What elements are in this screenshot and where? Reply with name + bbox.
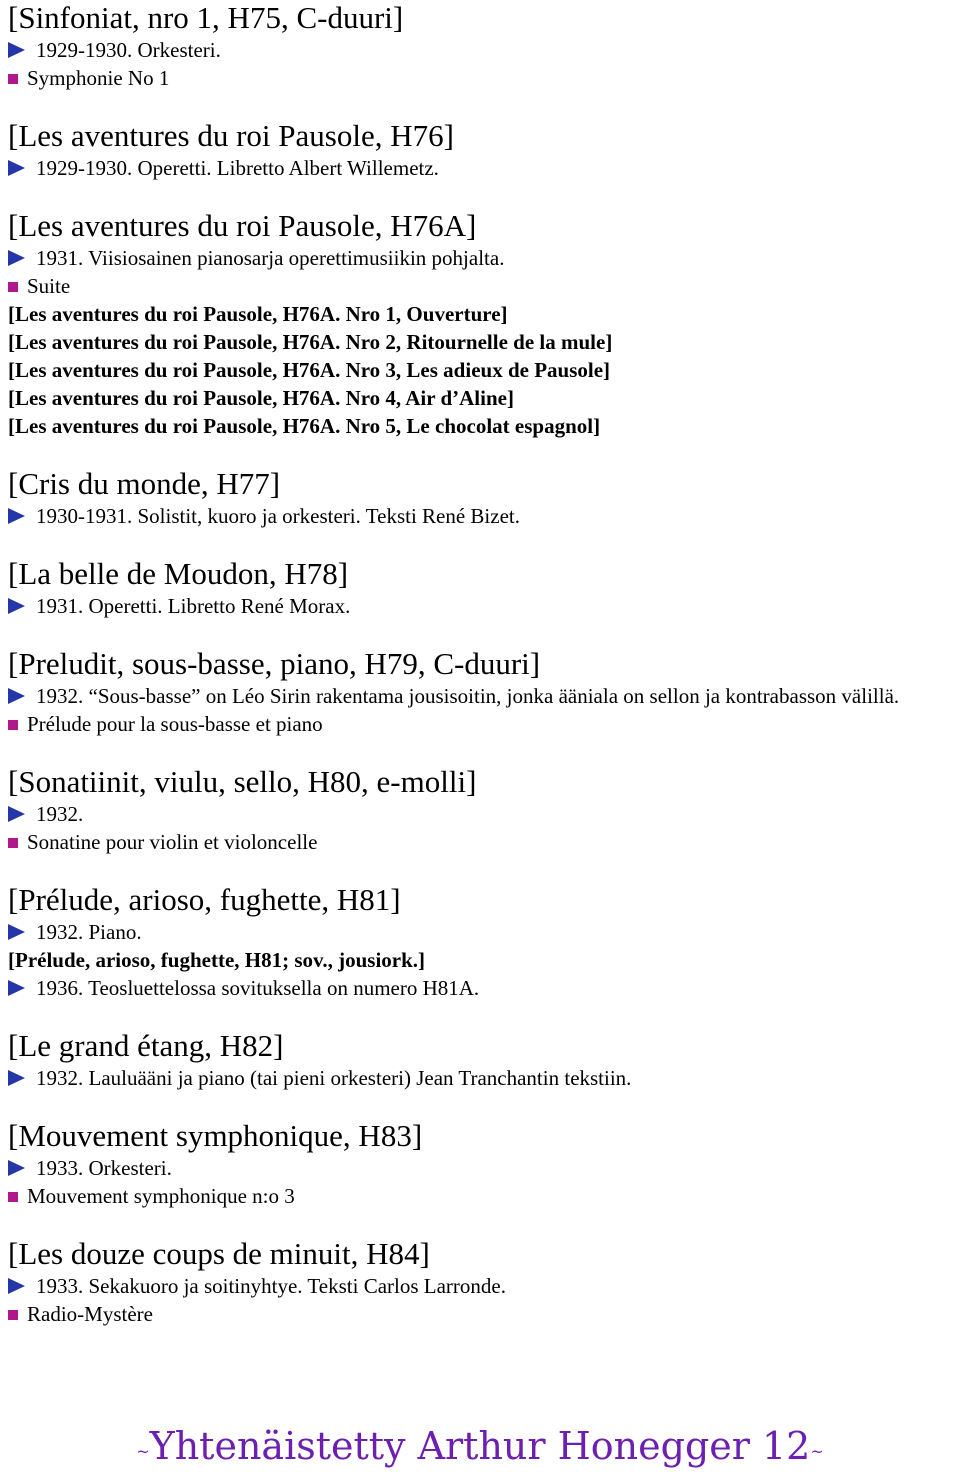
work-title: [Cris du monde, H77] xyxy=(8,466,281,501)
work-info-line xyxy=(8,800,958,828)
line-text: 1929-1930. Orkesteri. xyxy=(36,38,221,62)
work-entry xyxy=(8,556,958,620)
square-bullet-icon xyxy=(8,74,18,84)
line-text: 1931. Viisiosainen pianosarja operettimusiikin pohjalta. xyxy=(36,246,505,270)
sub-work-title xyxy=(8,384,958,412)
work-title: [La belle de Moudon, H78] xyxy=(8,556,349,591)
work-entry xyxy=(8,466,958,530)
line-text: [Les aventures du roi Pausole, H76A. Nro 5, Le chocolat espagnol] xyxy=(8,414,601,438)
work-title: [Sonatiinit, viulu, sello, H80, e-molli] xyxy=(8,764,477,799)
line-text: Mouvement symphonique n:o 3 xyxy=(27,1184,295,1208)
line-text: [Prélude, arioso, fughette, H81; sov., jousiork.] xyxy=(8,948,426,972)
work-info-line xyxy=(8,918,958,946)
alternate-title-line xyxy=(8,828,958,856)
work-info-line xyxy=(8,1064,958,1092)
work-info-line xyxy=(8,1154,958,1182)
document-body xyxy=(8,0,958,1354)
triangle-right-icon xyxy=(8,1070,25,1086)
work-title: [Mouvement symphonique, H83] xyxy=(8,1118,423,1153)
line-text: 1936. Teosluettelossa sovituksella on numero H81A. xyxy=(36,976,480,1000)
work-info-line xyxy=(8,244,958,272)
line-text: [Les aventures du roi Pausole, H76A. Nro 4, Air d’Aline] xyxy=(8,386,514,410)
work-info-line xyxy=(8,592,958,620)
triangle-right-icon xyxy=(8,1278,25,1294)
footer-tilde-right: ~ xyxy=(810,1442,824,1461)
triangle-right-icon xyxy=(8,1160,25,1176)
work-info-line xyxy=(8,154,958,182)
work-title: [Sinfoniat, nro 1, H75, C-duuri] xyxy=(8,0,404,35)
work-info-line xyxy=(8,974,958,1002)
line-text: 1930-1931. Solistit, kuoro ja orkesteri. Teksti René Bizet. xyxy=(36,504,520,528)
line-text: Radio-Mystère xyxy=(27,1302,153,1326)
alternate-title-line xyxy=(8,1300,958,1328)
work-entry xyxy=(8,882,958,1002)
square-bullet-icon xyxy=(8,282,18,292)
triangle-right-icon xyxy=(8,598,25,614)
line-text: 1929-1930. Operetti. Libretto Albert Willemetz. xyxy=(36,156,439,180)
work-title: [Preludit, sous-basse, piano, H79, C-duuri] xyxy=(8,646,541,681)
sub-work-title xyxy=(8,300,958,328)
work-entry xyxy=(8,0,958,92)
triangle-right-icon xyxy=(8,924,25,940)
triangle-right-icon xyxy=(8,160,25,176)
work-title: [Prélude, arioso, fughette, H81] xyxy=(8,882,401,917)
work-entry xyxy=(8,208,958,440)
line-text: 1932. Lauluääni ja piano (tai pieni orkesteri) Jean Tranchantin tekstiin. xyxy=(36,1066,632,1090)
line-text: Sonatine pour violin et violoncelle xyxy=(27,830,318,854)
line-text: [Les aventures du roi Pausole, H76A. Nro 3, Les adieux de Pausole] xyxy=(8,358,611,382)
line-text: Suite xyxy=(27,274,71,298)
square-bullet-icon xyxy=(8,1310,18,1320)
square-bullet-icon xyxy=(8,838,18,848)
line-text: Symphonie No 1 xyxy=(27,66,170,90)
triangle-right-icon xyxy=(8,42,25,58)
work-title: [Les aventures du roi Pausole, H76A] xyxy=(8,208,477,243)
work-info-line xyxy=(8,36,958,64)
work-entry xyxy=(8,1028,958,1092)
work-entry xyxy=(8,1118,958,1210)
line-text: Prélude pour la sous-basse et piano xyxy=(27,712,323,736)
line-text: 1931. Operetti. Libretto René Morax. xyxy=(36,594,351,618)
page-footer xyxy=(0,1424,960,1474)
work-info-line xyxy=(8,1272,958,1300)
alternate-title-line xyxy=(8,710,958,738)
line-text: 1932. xyxy=(36,802,84,826)
work-info-line xyxy=(8,502,958,530)
work-entry xyxy=(8,646,958,738)
work-title: [Le grand étang, H82] xyxy=(8,1028,284,1063)
square-bullet-icon xyxy=(8,720,18,730)
triangle-right-icon xyxy=(8,688,25,704)
square-bullet-icon xyxy=(8,1192,18,1202)
work-entry xyxy=(8,1236,958,1328)
sub-work-title xyxy=(8,946,958,974)
line-text: 1932. Piano. xyxy=(36,920,142,944)
line-text: 1932. “Sous-basse” on Léo Sirin rakentama jousisoitin, jonka ääniala on sellon ja kontrabasson välillä. xyxy=(36,684,900,708)
triangle-right-icon xyxy=(8,980,25,996)
sub-work-title xyxy=(8,356,958,384)
sub-work-title xyxy=(8,328,958,356)
sub-work-title xyxy=(8,412,958,440)
line-text: [Les aventures du roi Pausole, H76A. Nro 1, Ouverture] xyxy=(8,302,508,326)
footer-tilde-left: ~ xyxy=(136,1442,150,1461)
triangle-right-icon xyxy=(8,250,25,266)
work-entry xyxy=(8,118,958,182)
line-text: [Les aventures du roi Pausole, H76A. Nro 2, Ritournelle de la mule] xyxy=(8,330,613,354)
triangle-right-icon xyxy=(8,508,25,524)
work-entry xyxy=(8,764,958,856)
alternate-title-line xyxy=(8,64,958,92)
line-text: 1933. Orkesteri. xyxy=(36,1156,172,1180)
footer-text: Yhtenäistetty Arthur Honegger 12 xyxy=(149,1424,811,1468)
line-text: 1933. Sekakuoro ja soitinyhtye. Teksti Carlos Larronde. xyxy=(36,1274,506,1298)
triangle-right-icon xyxy=(8,806,25,822)
work-info-line xyxy=(8,682,958,710)
work-title: [Les douze coups de minuit, H84] xyxy=(8,1236,430,1271)
work-title: [Les aventures du roi Pausole, H76] xyxy=(8,118,454,153)
alternate-title-line xyxy=(8,1182,958,1210)
alternate-title-line xyxy=(8,272,958,300)
